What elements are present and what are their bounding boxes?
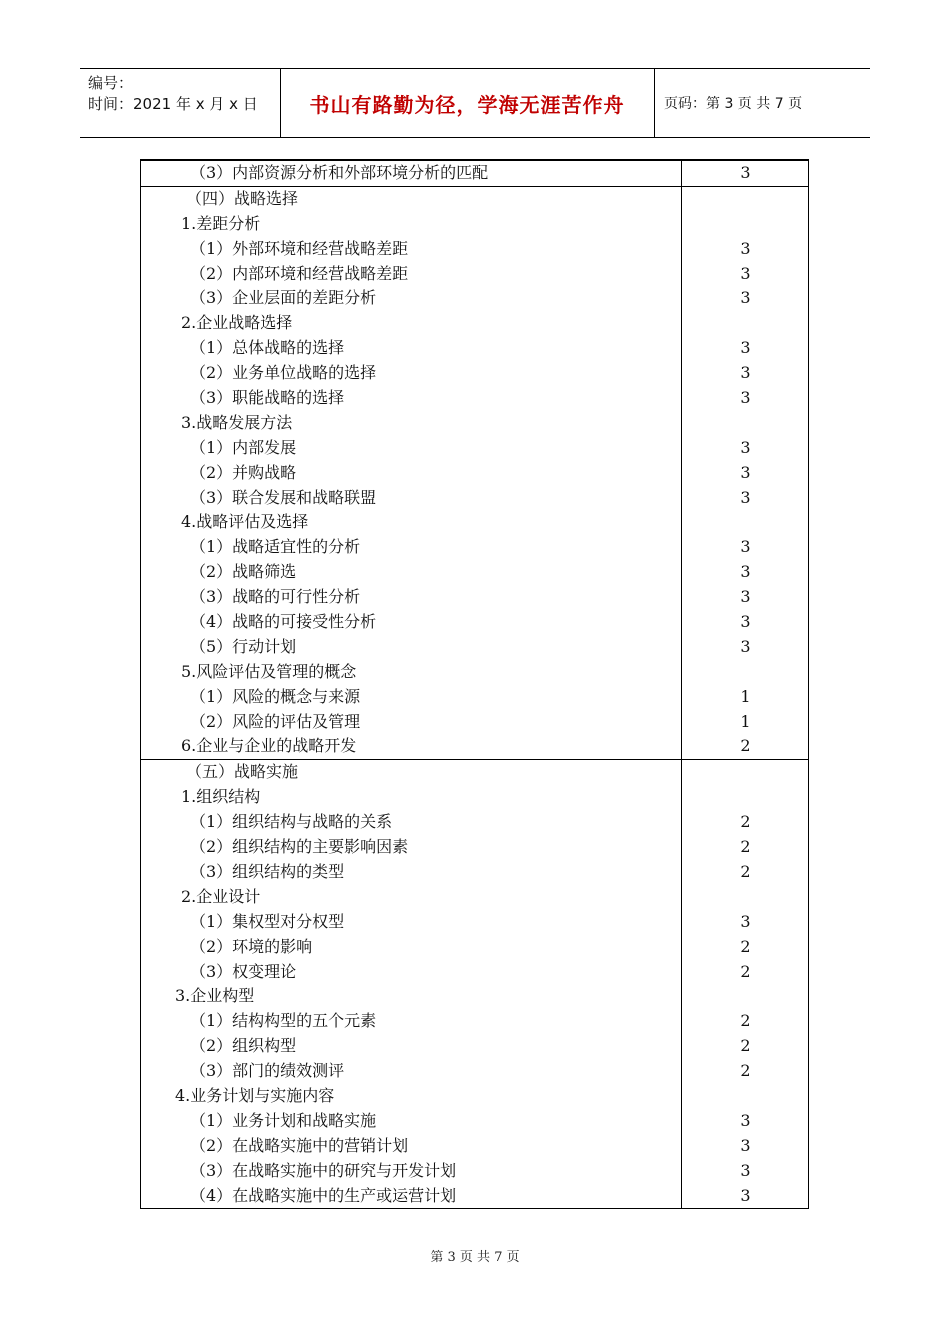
table-row [141, 885, 808, 910]
table-row [141, 760, 808, 785]
topic-text: （3）联合发展和战略联盟 [190, 487, 377, 507]
topic-text: 3.战略发展方法 [181, 412, 293, 432]
table-row [141, 635, 808, 660]
table-row [141, 984, 808, 1009]
table-row [141, 960, 808, 985]
topic-text: （2）内部环境和经营战略差距 [190, 263, 409, 283]
table-row [141, 187, 808, 212]
header-page-info: 页码：第 3 页 共 7 页 [664, 96, 803, 112]
topic-text: （1）内部发展 [190, 437, 297, 457]
topic-text: （1）外部环境和经营战略差距 [190, 238, 409, 258]
hours-value: 3 [740, 238, 751, 258]
hours-value: 3 [740, 163, 751, 182]
hours-value: 3 [740, 263, 751, 283]
table-row [141, 161, 808, 186]
hours-value: 1 [740, 711, 751, 731]
topic-text: （1）组织结构与战略的关系 [190, 812, 393, 832]
topic-text: （3）企业层面的差距分析 [190, 288, 377, 308]
topic-text: （3）权变理论 [190, 961, 297, 981]
table-row [141, 1184, 808, 1209]
table-row [141, 461, 808, 486]
hours-value: 3 [740, 636, 751, 656]
topic-text: （4）战略的可接受性分析 [190, 612, 377, 632]
hours-value: 3 [740, 562, 751, 582]
table-row [141, 560, 808, 585]
topic-text: （2）组织构型 [190, 1036, 297, 1056]
hours-value: 1 [740, 686, 751, 706]
topic-text: （1）结构构型的五个元素 [190, 1011, 377, 1031]
document-time-label: 时间：2021 年 x 月 x 日 [88, 95, 258, 113]
header-motto: 书山有路勤为径，学海无涯苦作舟 [309, 92, 625, 117]
topic-text: （1）业务计划和战略实施 [190, 1110, 377, 1130]
table-row [141, 660, 808, 685]
table-row [141, 585, 808, 610]
table-row [141, 237, 808, 262]
topic-text: （1）集权型对分权型 [190, 911, 345, 931]
hours-value: 3 [740, 437, 751, 457]
topic-text: （四）战略选择 [186, 188, 299, 208]
hours-value: 2 [740, 837, 751, 857]
hours-value: 3 [740, 1185, 751, 1205]
topic-text: （3）部门的绩效测评 [190, 1061, 345, 1081]
hours-value: 2 [740, 1061, 751, 1081]
topic-text: （五）战略实施 [186, 762, 299, 782]
topic-text: 1.组织结构 [181, 787, 261, 807]
table-row [141, 336, 808, 361]
hours-value: 2 [740, 961, 751, 981]
table-row [141, 262, 808, 287]
topic-text: （2）环境的影响 [190, 936, 313, 956]
topic-text: （2）业务单位战略的选择 [190, 363, 377, 383]
hours-value: 3 [740, 388, 751, 408]
hours-value: 3 [740, 612, 751, 632]
topic-text: 2.企业设计 [181, 886, 261, 906]
table-row [141, 311, 808, 336]
page-footer: 第 3 页 共 7 页 [430, 1250, 520, 1265]
hours-value: 2 [740, 936, 751, 956]
topic-text: （1）风险的概念与来源 [190, 686, 361, 706]
hours-value: 3 [740, 338, 751, 358]
hours-value: 2 [740, 1011, 751, 1031]
topic-text: （3）内部资源分析和外部环境分析的匹配 [190, 163, 489, 182]
table-section [141, 160, 808, 186]
hours-value: 3 [740, 363, 751, 383]
table-row [141, 486, 808, 511]
table-row [141, 1009, 808, 1034]
table-row [141, 734, 808, 759]
table-row [141, 1084, 808, 1109]
topic-text: （2）在战略实施中的营销计划 [190, 1135, 409, 1155]
table-row [141, 710, 808, 735]
table-row [141, 286, 808, 311]
header-divider [654, 69, 655, 137]
topic-text: （3）组织结构的类型 [190, 861, 345, 881]
hours-value: 2 [740, 736, 751, 756]
topic-text: 6.企业与企业的战略开发 [181, 736, 357, 756]
table-row [141, 1034, 808, 1059]
topic-text: （2）风险的评估及管理 [190, 711, 361, 731]
hours-value: 3 [740, 487, 751, 507]
hours-value: 3 [740, 911, 751, 931]
page-header [80, 68, 870, 138]
header-meta [88, 73, 258, 115]
table-row [141, 1159, 808, 1184]
hours-value: 2 [740, 812, 751, 832]
hours-value: 3 [740, 1135, 751, 1155]
topic-text: （1）战略适宜性的分析 [190, 537, 361, 557]
table-row [141, 685, 808, 710]
topic-text: （2）战略筛选 [190, 562, 297, 582]
table-row [141, 1059, 808, 1084]
topic-text: （2）并购战略 [190, 462, 297, 482]
table-row [141, 910, 808, 935]
table-row [141, 361, 808, 386]
table-row [141, 436, 808, 461]
hours-value: 2 [740, 861, 751, 881]
topic-text: 4.业务计划与实施内容 [175, 1085, 335, 1105]
table-row [141, 860, 808, 885]
topic-text: 4.战略评估及选择 [181, 512, 309, 532]
topic-text: 1.差距分析 [181, 213, 261, 233]
table-row [141, 1109, 808, 1134]
topic-text: 3.企业构型 [175, 986, 255, 1006]
table-row [141, 386, 808, 411]
table-row [141, 1134, 808, 1159]
table-row [141, 610, 808, 635]
table-row [141, 810, 808, 835]
hours-value: 2 [740, 1036, 751, 1056]
table-section [141, 759, 808, 1208]
hours-value: 3 [740, 537, 751, 557]
topic-text: （3）在战略实施中的研究与开发计划 [190, 1160, 457, 1180]
topic-text: （3）战略的可行性分析 [190, 587, 361, 607]
table-row [141, 935, 808, 960]
table-row [141, 785, 808, 810]
hours-value: 3 [740, 587, 751, 607]
table-row [141, 411, 808, 436]
topic-text: （5）行动计划 [190, 636, 297, 656]
table-row [141, 510, 808, 535]
table-row [141, 835, 808, 860]
topic-text: 5.风险评估及管理的概念 [181, 661, 357, 681]
topic-text: 2.企业战略选择 [181, 313, 293, 333]
topic-text: （1）总体战略的选择 [190, 338, 345, 358]
hours-value: 3 [740, 1160, 751, 1180]
topic-text: （3）职能战略的选择 [190, 388, 345, 408]
hours-value: 3 [740, 462, 751, 482]
table-row [141, 212, 808, 237]
table-row [141, 535, 808, 560]
topic-text: （2）组织结构的主要影响因素 [190, 837, 409, 857]
syllabus-table [140, 159, 809, 1209]
document-number-label: 编号： [88, 74, 134, 92]
hours-value: 3 [740, 288, 751, 308]
table-section [141, 186, 808, 759]
topic-text: （4）在战略实施中的生产或运营计划 [190, 1185, 457, 1205]
hours-value: 3 [740, 1110, 751, 1130]
